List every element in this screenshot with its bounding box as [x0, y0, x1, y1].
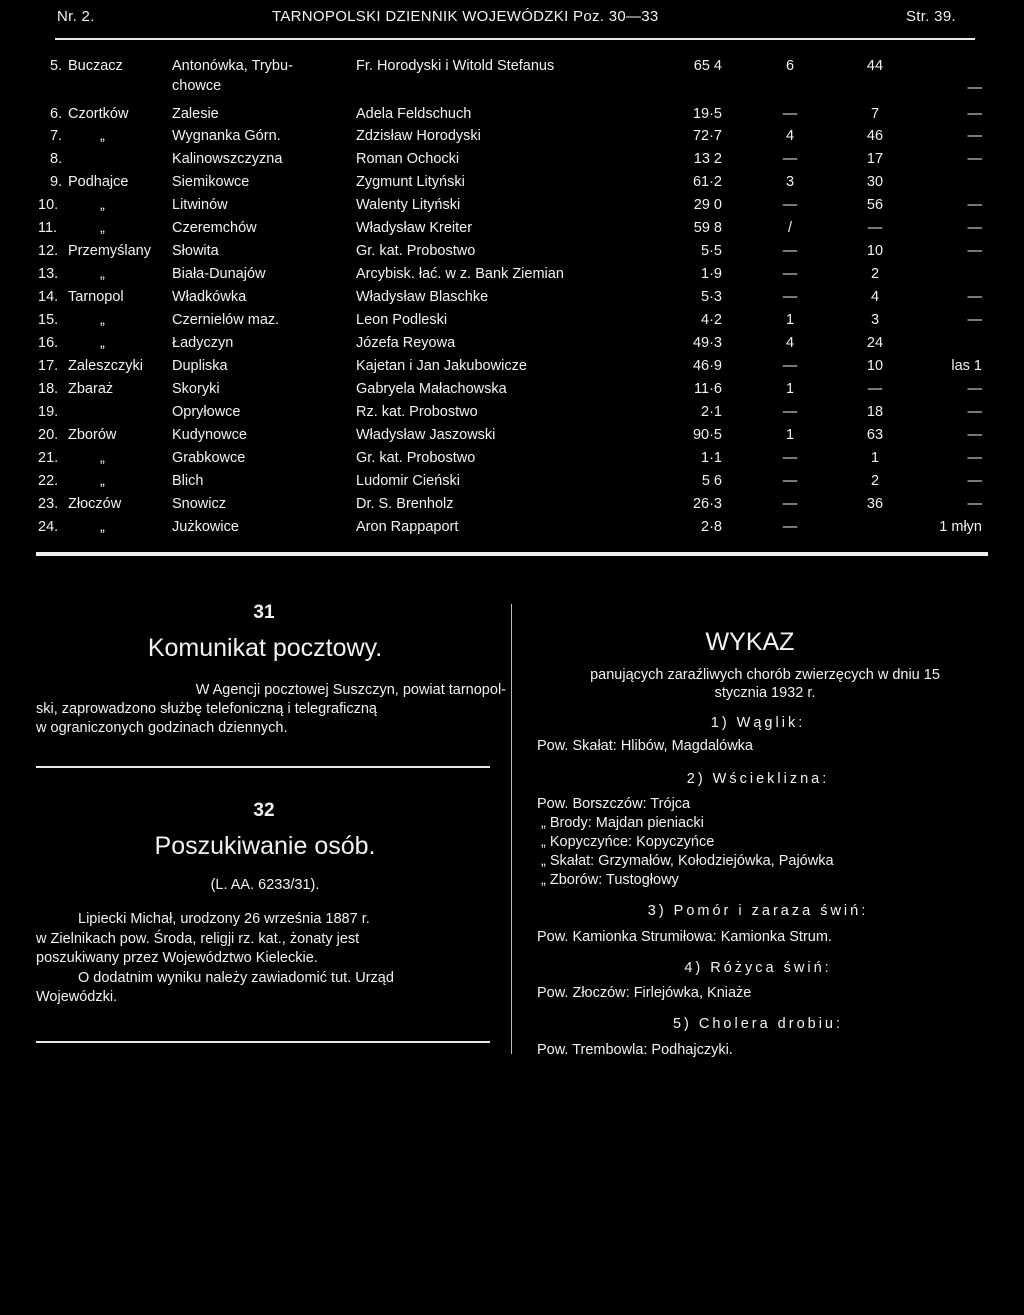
- row-value-2: 7: [870, 106, 880, 122]
- row-area: 5·5: [701, 243, 722, 259]
- row-value-1: —: [782, 519, 798, 535]
- row-area: 65 4: [693, 58, 722, 74]
- row-county: „: [100, 335, 105, 351]
- row-municipality: Jużkowice: [172, 519, 239, 535]
- row-number: 23.: [38, 496, 59, 512]
- row-area: 13 2: [693, 151, 722, 167]
- row-area: 1·1: [701, 450, 722, 466]
- row-county: Zbaraż: [68, 381, 114, 397]
- table-row: [0, 404, 1024, 426]
- row-number: 7.: [50, 128, 63, 144]
- row-value-1: 3: [785, 174, 795, 190]
- row-value-1: —: [782, 473, 798, 489]
- row-owner: Arcybisk. łać. w z. Bank Ziemian: [356, 266, 564, 282]
- row-value-1: —: [782, 404, 798, 420]
- row-value-3: —: [967, 106, 982, 122]
- row-value-1: —: [782, 289, 798, 305]
- row-value-3: —: [967, 496, 982, 512]
- row-value-3: —: [967, 151, 982, 167]
- column-divider: [511, 604, 512, 1054]
- row-value-2: 2: [870, 473, 880, 489]
- table-row: [0, 243, 1024, 265]
- row-value-2: 18: [866, 404, 884, 420]
- row-value-2: 1: [870, 450, 880, 466]
- row-number: 14.: [38, 289, 59, 305]
- notice-32-number: 32: [253, 800, 275, 821]
- row-number: 20.: [38, 427, 59, 443]
- row-owner: Adela Feldschuch: [356, 106, 472, 122]
- wykaz-section-5-heading: 5) Cholera drobiu:: [672, 1016, 844, 1032]
- notice-32-line: Wojewódzki.: [36, 989, 118, 1005]
- row-value-1: —: [782, 197, 798, 213]
- wykaz-line: „ Zborów: Tustogłowy: [541, 872, 679, 888]
- row-value-2: 24: [866, 335, 884, 351]
- row-value-2: 2: [870, 266, 880, 282]
- row-area: 5 6: [701, 473, 722, 489]
- row-owner: Władysław Blaschke: [356, 289, 489, 305]
- row-number: 10.: [38, 197, 59, 213]
- wykaz-section-4-heading: 4) Różyca świń:: [684, 960, 832, 976]
- row-number: 24.: [38, 519, 59, 535]
- row-number: 18.: [38, 381, 59, 397]
- row-owner: Fr. Horodyski i Witold Stefanus: [356, 58, 555, 74]
- row-area: 19·5: [692, 106, 722, 122]
- row-area: 5·3: [701, 289, 722, 305]
- notice-32-line: poszukiwany przez Województwo Kieleckie.: [36, 950, 318, 966]
- row-owner: Józefa Reyowa: [356, 335, 456, 351]
- row-county: „: [100, 128, 105, 144]
- row-value-2: 36: [866, 496, 884, 512]
- row-value-1: —: [782, 151, 798, 167]
- row-value-3: —: [967, 404, 982, 420]
- row-number: 19.: [38, 404, 59, 420]
- row-value-3: —: [967, 289, 982, 305]
- row-value-3: —: [967, 80, 982, 96]
- row-owner: Władysław Jaszowski: [356, 427, 496, 443]
- wykaz-line: „ Skałat: Grzymałów, Kołodziejówka, Pajówka: [541, 853, 834, 869]
- row-value-3: —: [967, 128, 982, 144]
- row-value-3: —: [967, 427, 982, 443]
- row-area: 1·9: [701, 266, 722, 282]
- row-value-3: —: [967, 450, 982, 466]
- row-owner: Aron Rappaport: [356, 519, 459, 535]
- table-row: [0, 128, 1024, 150]
- row-municipality: Snowicz: [172, 496, 226, 512]
- row-county: „: [100, 266, 105, 282]
- table-row: [0, 450, 1024, 472]
- wykaz-subtitle: [530, 666, 1000, 702]
- row-value-2: 44: [866, 58, 884, 74]
- row-number: 8.: [50, 151, 63, 167]
- row-area: 72·7: [692, 128, 722, 144]
- row-municipality: Kalinowszczyzna: [172, 151, 283, 167]
- row-value-3: —: [967, 312, 982, 328]
- notice-31-line: W Agencji pocztowej Suszczyn, powiat tarnopol-: [195, 682, 506, 698]
- row-number: 17.: [38, 358, 59, 374]
- notice-31-number: 31: [253, 602, 275, 623]
- row-value-2: 3: [870, 312, 880, 328]
- row-value-3: —: [967, 381, 982, 397]
- row-owner: Rz. kat. Probostwo: [356, 404, 478, 420]
- table-row: [0, 381, 1024, 403]
- table-row: [0, 266, 1024, 288]
- row-municipality: Dupliska: [172, 358, 228, 374]
- page-number-right: Str. 39.: [906, 8, 956, 25]
- row-municipality: Zalesie: [172, 106, 219, 122]
- table-row: [0, 427, 1024, 449]
- row-owner: Kajetan i Jan Jakubowicze: [356, 358, 527, 374]
- row-municipality: Grabkowce: [172, 450, 246, 466]
- row-owner: Gabryela Małachowska: [356, 381, 507, 397]
- row-area: 4·2: [701, 312, 722, 328]
- row-area: 59 8: [693, 220, 722, 236]
- wykaz-section-2-heading: 2) Wścieklizna:: [686, 771, 830, 787]
- row-value-2: 56: [866, 197, 884, 213]
- notice-32-line: Lipiecki Michał, urodzony 26 września 1887 r.: [78, 911, 370, 927]
- row-area: 61·2: [692, 174, 722, 190]
- row-municipality: Czernielów maz.: [172, 312, 280, 328]
- row-number: 5.: [50, 58, 63, 74]
- row-area: 11·6: [694, 381, 722, 397]
- row-value-1: —: [782, 106, 798, 122]
- table-row: [0, 220, 1024, 242]
- row-municipality: Wygnanka Górn.: [172, 128, 281, 144]
- row-municipality: Litwinów: [172, 197, 228, 213]
- table-row: [0, 151, 1024, 173]
- row-value-3: —: [967, 197, 982, 213]
- notice-31-title: Komunikat pocztowy.: [147, 634, 383, 662]
- row-number: 12.: [38, 243, 59, 259]
- notice-31-line: w ograniczonych godzinach dziennych.: [36, 720, 288, 736]
- row-county: Przemyślany: [68, 243, 151, 259]
- row-value-2: 17: [866, 151, 884, 167]
- row-value-1: /: [787, 220, 793, 236]
- table-row: [0, 312, 1024, 334]
- wykaz-line: Pow. Złoczów: Firlejówka, Kniaże: [537, 985, 752, 1001]
- wykaz-line: Pow. Skałat: Hlibów, Magdalówka: [537, 738, 753, 754]
- row-county: Złoczów: [68, 496, 122, 512]
- row-number: 15.: [38, 312, 59, 328]
- table-row: [0, 358, 1024, 380]
- row-value-2: 46: [866, 128, 884, 144]
- notice-32-line: O dodatnim wyniku należy zawiadomić tut. Urząd: [78, 969, 394, 986]
- row-county: „: [100, 473, 105, 489]
- row-owner: Leon Podleski: [356, 312, 448, 328]
- wykaz-section-1-heading: 1) Wąglik:: [710, 715, 806, 731]
- row-value-1: —: [782, 266, 798, 282]
- row-county: Czortków: [68, 106, 129, 122]
- row-municipality: Czeremchów: [172, 220, 257, 236]
- table-row: [0, 496, 1024, 518]
- table-row: [0, 335, 1024, 357]
- row-county: Tarnopol: [68, 289, 124, 305]
- notice-31-body: [36, 681, 506, 738]
- row-municipality: Siemikowce: [172, 174, 250, 190]
- row-value-1: 4: [785, 128, 795, 144]
- wykaz-line: Pow. Trembowla: Podhajczyki.: [537, 1042, 733, 1058]
- row-area: 26·3: [692, 496, 722, 512]
- table-row: [0, 174, 1024, 196]
- row-owner: Roman Ochocki: [356, 151, 460, 167]
- row-number: 11.: [38, 220, 58, 236]
- row-municipality: Biała-Dunajów: [172, 266, 266, 282]
- wykaz-line: „ Brody: Majdan pieniacki: [541, 815, 704, 831]
- row-municipality: Kudynowce: [172, 427, 247, 443]
- notice-32-body: [36, 910, 506, 1008]
- row-owner: Ludomir Cieński: [356, 473, 460, 489]
- row-value-3: las 1: [951, 358, 982, 374]
- row-municipality: Antonówka, Trybu-: [172, 58, 293, 74]
- row-area: 49·3: [692, 335, 722, 351]
- wykaz-title: WYKAZ: [705, 628, 795, 656]
- row-value-3: —: [967, 220, 982, 236]
- row-county: Podhajce: [68, 174, 129, 190]
- row-number: 21.: [38, 450, 59, 466]
- row-value-1: —: [782, 496, 798, 512]
- row-number: 16.: [38, 335, 59, 351]
- row-county: Zborów: [68, 427, 117, 443]
- notice-32-reference: (L. AA. 6233/31).: [210, 877, 320, 893]
- row-number: 9.: [50, 174, 63, 190]
- row-area: 90·5: [692, 427, 722, 443]
- journal-title: TARNOPOLSKI DZIENNIK WOJEWÓDZKI Poz. 30—33: [272, 8, 659, 25]
- row-owner: Dr. S. Brenholz: [356, 496, 454, 512]
- row-county: „: [100, 312, 105, 328]
- row-value-2: 63: [866, 427, 884, 443]
- row-owner: Gr. kat. Probostwo: [356, 243, 476, 259]
- wykaz-line: Pow. Kamionka Strumiłowa: Kamionka Strum.: [537, 929, 832, 945]
- row-value-1: —: [782, 358, 798, 374]
- wykaz-subtitle-line: stycznia 1932 r.: [714, 685, 816, 701]
- table-row: [0, 197, 1024, 219]
- row-owner: Walenty Lityński: [356, 197, 461, 213]
- table-row: [0, 289, 1024, 311]
- row-owner: Zdzisław Horodyski: [356, 128, 481, 144]
- row-value-2: 10: [866, 358, 884, 374]
- row-value-1: 1: [785, 381, 795, 397]
- row-area: 2·1: [701, 404, 722, 420]
- section-divider: [36, 766, 490, 768]
- row-value-2: —: [867, 220, 883, 236]
- row-municipality: Ładyczyn: [172, 335, 234, 351]
- row-number: 6.: [50, 106, 63, 122]
- row-municipality: Skoryki: [172, 381, 220, 397]
- row-value-1: 1: [785, 312, 795, 328]
- row-owner: Zygmunt Lityński: [356, 174, 465, 190]
- row-municipality: Słowita: [172, 243, 219, 259]
- row-value-2: 4: [870, 289, 880, 305]
- row-value-1: 1: [785, 427, 795, 443]
- row-owner: Władysław Kreiter: [356, 220, 473, 236]
- wykaz-section-3-heading: 3) Pomór i zaraza świń:: [647, 903, 869, 919]
- table-bottom-rule: [36, 552, 988, 556]
- row-owner: Gr. kat. Probostwo: [356, 450, 476, 466]
- row-municipality: Opryłowce: [172, 404, 241, 420]
- row-value-1: 6: [785, 58, 795, 74]
- row-value-3: —: [967, 243, 982, 259]
- table-row: [0, 519, 1024, 541]
- row-county: „: [100, 450, 105, 466]
- notice-31-line: ski, zaprowadzono służbę telefoniczną i telegraficzną: [36, 701, 377, 717]
- row-municipality-continued: chowce: [172, 78, 222, 94]
- row-number: 22.: [38, 473, 59, 489]
- row-value-2: 30: [866, 174, 884, 190]
- row-value-1: —: [782, 243, 798, 259]
- wykaz-line: Pow. Borszczów: Trójca: [537, 796, 691, 812]
- row-value-2: —: [867, 381, 883, 397]
- table-row: [0, 106, 1024, 128]
- row-value-1: 4: [785, 335, 795, 351]
- row-municipality: Blich: [172, 473, 204, 489]
- row-county: „: [100, 519, 105, 535]
- row-county: „: [100, 220, 105, 236]
- row-number: 13.: [38, 266, 59, 282]
- row-area: 29 0: [693, 197, 722, 213]
- wykaz-line: „ Kopyczyńce: Kopyczyńce: [541, 834, 715, 850]
- notice-32-title: Poszukiwanie osób.: [154, 832, 376, 860]
- row-county: Zaleszczyki: [68, 358, 143, 374]
- row-value-3: —: [967, 473, 982, 489]
- header-rule: [55, 38, 975, 40]
- row-municipality: Władkówka: [172, 289, 247, 305]
- notice-32-line: w Zielnikach pow. Środa, religji rz. kat., żonaty jest: [36, 930, 360, 947]
- wykaz-subtitle-line: panujących zaraźliwych chorób zwierzęcych w dniu 15: [590, 667, 940, 683]
- row-value-2: 10: [866, 243, 884, 259]
- table-row: [0, 58, 1024, 96]
- row-county: Buczacz: [68, 58, 123, 74]
- page-number-left: Nr. 2.: [57, 8, 95, 25]
- row-county: „: [100, 197, 105, 213]
- row-value-1: —: [782, 450, 798, 466]
- row-area: 2·8: [701, 519, 722, 535]
- row-value-3: 1 młyn: [939, 519, 982, 535]
- row-area: 46·9: [692, 358, 722, 374]
- table-row: [0, 473, 1024, 495]
- section-divider: [36, 1041, 490, 1043]
